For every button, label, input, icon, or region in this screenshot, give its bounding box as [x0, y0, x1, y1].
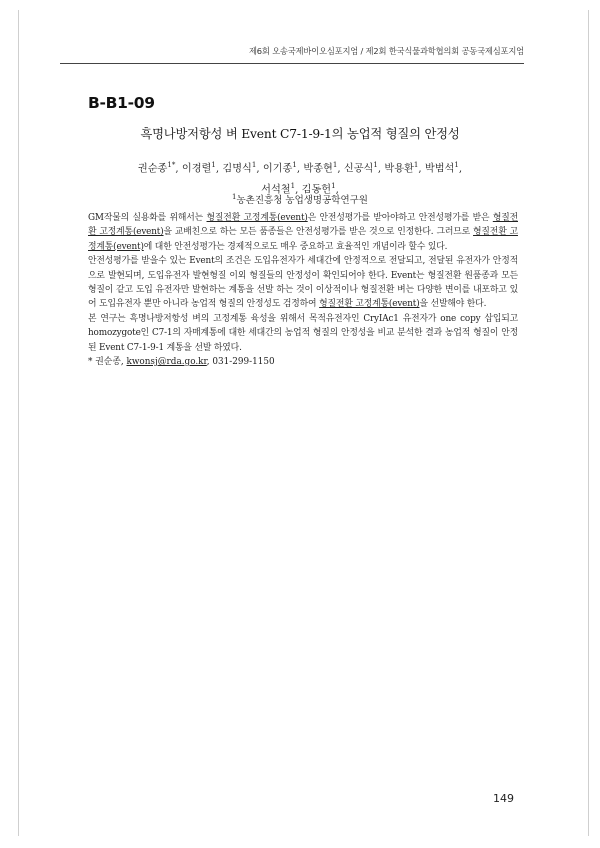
abstract-code: B-B1-09	[88, 94, 155, 112]
underlined-term: 형질전환 고정계통(event)	[206, 213, 308, 223]
paper-title: 흑명나방저항성 벼 Event C7-1-9-1의 농업적 형질의 안정성	[140, 127, 460, 141]
text-run: 안전성평가를 받을수 있는 Event의 조건은 도입유전자가 세대간에 안정적으로 전달되고, 전달된 유전자가 안정적으로 발현되며, 도입유전자 발현형질 이외 형질들의 안정성이 확인되어야 한다. Event는 형질전환 원품종과 모든 형질이 같고 도입 유전자만 발현하는 계통을 선발 하는 것이 이상적이나 형질전환 벼는 다양한 변이를 내포하고 있어 도입유전자 뿐만 아니라 농업적 형질의 안정성도 검정하여	[88, 256, 518, 310]
author-name: 권순종	[137, 163, 168, 175]
author-name: 김동헌	[301, 184, 332, 196]
contact-phone: , 031-299-1150	[206, 357, 275, 368]
contact-name: * 권순종,	[88, 357, 127, 368]
author-affiliation-marker: 1	[373, 161, 378, 169]
author-affiliation-marker: 1	[292, 161, 297, 169]
author-name: 이기종	[262, 163, 293, 175]
text-run: 에 대한 안전성평가는 경제적으로도 매우 중요하고 효율적인 개념이라 할수 있다.	[143, 241, 448, 252]
affiliation-marker: 1	[232, 192, 237, 201]
abstract-paragraph-2	[88, 254, 518, 312]
affiliation-name: 농촌진흥청 농업생명공학연구원	[236, 195, 368, 206]
author-name: 서석철	[261, 184, 291, 196]
text-run: 은 안전성평가를 받아야하고 안전성평가를 받은	[307, 213, 493, 223]
author-affiliation-marker: 1	[251, 161, 257, 169]
running-header	[60, 41, 524, 64]
author-name: 박범석	[424, 163, 455, 175]
author-name: 김명식	[222, 163, 252, 175]
text-run: 을 교배친으로 하는 모든 품종들은 안전성평가를 받은 것으로 인정한다. 그러므로	[163, 227, 474, 238]
author-name: 박종현	[303, 163, 333, 175]
author-affiliation-marker: 1*	[167, 161, 176, 169]
author-affiliation-marker: 1	[331, 181, 336, 190]
author-affiliation-marker: 1	[290, 181, 296, 190]
author-name: 이경렬	[181, 163, 212, 175]
running-header-text: 제6회 오송국제바이오심포지엄 / 제2회 한국식물과학협의회 공동국제심포지엄	[248, 46, 524, 56]
author-affiliation-marker: 1	[332, 161, 338, 169]
underlined-term: 형질전환 고정계통(event)	[88, 227, 518, 252]
email-link[interactable]: kwonsj@rda.go.kr	[126, 357, 207, 368]
underlined-term: 형질전환 고정계통(event)	[319, 299, 420, 310]
text-run: GM작물의 실용화를 위해서는	[88, 213, 207, 223]
affiliation	[60, 192, 540, 206]
abstract-paragraph-1	[88, 211, 518, 254]
author-affiliation-marker: 1	[211, 161, 216, 169]
text-run: 을 선발해야 한다.	[419, 299, 487, 310]
author-affiliation-marker: 1	[413, 161, 419, 169]
author-affiliation-marker: 1	[454, 161, 459, 169]
author-list: 권순종$^{1*}$, 이경렬$^1$, 김명식$^1$, 이기종$^1$, 박종현$^1$, 신공식$^1$, 박용환$^1$, 박범석$^1$, 서석철$^1$, 김동헌$^1$,	[137, 161, 463, 196]
author-name: 신공식	[343, 163, 374, 175]
underlined-term: 형질전환 고정계통(event)	[88, 213, 518, 238]
corresponding-author	[88, 355, 518, 369]
abstract-paragraph-3: 본 연구는 흑명나방저항성 벼의 고정계통 육성을 위해서 목적유전자인 CryIAc1 유전자가 one copy 삽입되고 homozygote인 C7-1의 자매계통에 대한 세대간의 농업적 형질의 안정성을 비교 분석한 결과 농업적 형질이 안정된 Event C7-1-9-1 계통을 선발 하였다.	[88, 313, 518, 353]
author-name: 박용환	[384, 163, 414, 175]
abstract-body	[88, 211, 518, 369]
page-number: 149	[493, 792, 514, 805]
